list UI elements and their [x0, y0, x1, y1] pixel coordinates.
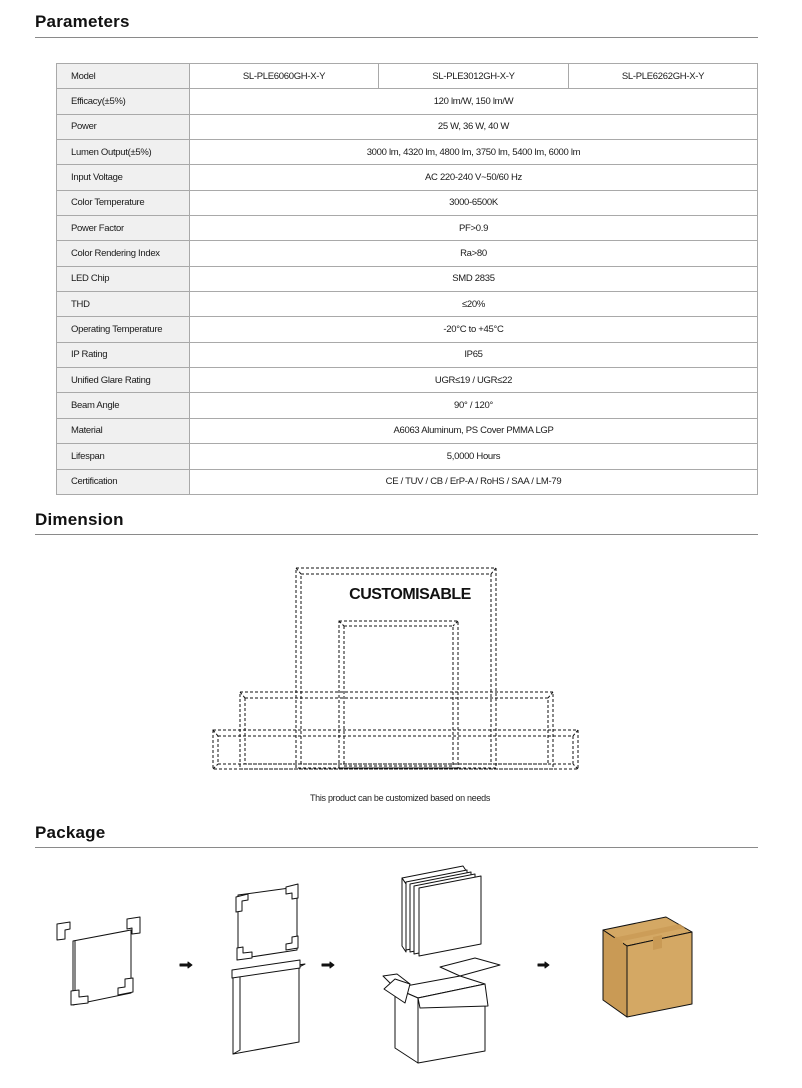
row-value: 90° / 120°	[190, 393, 758, 418]
section-title-dimension: Dimension	[35, 510, 124, 529]
row-value: 3000 lm, 4320 lm, 4800 lm, 3750 lm, 5400 lm, 6000 lm	[190, 140, 758, 165]
table-row	[57, 241, 758, 266]
package-step-sealed-carton	[603, 917, 692, 1017]
table-row	[57, 216, 758, 241]
row-value: Ra>80	[190, 241, 758, 266]
row-value: 25 W, 36 W, 40 W	[190, 114, 758, 139]
table-row	[57, 266, 758, 291]
panel-outline-medium	[339, 621, 458, 768]
table-row	[57, 469, 758, 494]
arrow-right-icon	[322, 962, 334, 968]
row-label: Lumen Output(±5%)	[57, 140, 190, 165]
row-label: Color Temperature	[57, 190, 190, 215]
table-row	[57, 292, 758, 317]
row-value: PF>0.9	[190, 216, 758, 241]
row-value: ≤20%	[190, 292, 758, 317]
model-cell: SL-PLE6060GH-X-Y	[190, 64, 379, 89]
row-value: IP65	[190, 342, 758, 367]
row-value: CE / TUV / CB / ErP-A / RoHS / SAA / LM-79	[190, 469, 758, 494]
row-label: Material	[57, 418, 190, 443]
row-label: Power Factor	[57, 216, 190, 241]
model-cell: SL-PLE3012GH-X-Y	[379, 64, 569, 89]
panel-outline-strip	[213, 730, 578, 769]
section-title-parameters: Parameters	[35, 12, 130, 31]
row-value: -20°C to +45°C	[190, 317, 758, 342]
arrow-right-icon	[180, 962, 192, 968]
table-row	[57, 444, 758, 469]
row-label: Certification	[57, 469, 190, 494]
panel-outline-wide	[240, 692, 553, 769]
package-step-panel-with-corners	[57, 917, 140, 1005]
model-cell: SL-PLE6262GH-X-Y	[569, 64, 758, 89]
package-step-panel-into-sleeve	[232, 884, 305, 1054]
table-row-model	[57, 64, 758, 89]
table-row	[57, 418, 758, 443]
section-divider	[35, 37, 758, 38]
table-row	[57, 89, 758, 114]
table-row	[57, 114, 758, 139]
dimension-caption: This product can be customized based on needs	[309, 793, 491, 803]
row-value: AC 220-240 V~50/60 Hz	[190, 165, 758, 190]
row-label: Unified Glare Rating	[57, 368, 190, 393]
package-step-panels-into-carton	[383, 866, 500, 1063]
row-value: A6063 Aluminum, PS Cover PMMA LGP	[190, 418, 758, 443]
row-value: 120 lm/W, 150 lm/W	[190, 89, 758, 114]
arrow-right-icon	[538, 962, 549, 968]
table-row	[57, 342, 758, 367]
packaging-steps-diagram	[0, 860, 802, 1088]
row-label: Lifespan	[57, 444, 190, 469]
row-value: SMD 2835	[190, 266, 758, 291]
row-label: Operating Temperature	[57, 317, 190, 342]
section-divider	[35, 534, 758, 535]
row-value: 5,0000 Hours	[190, 444, 758, 469]
table-row	[57, 190, 758, 215]
table-row	[57, 368, 758, 393]
row-label: Input Voltage	[57, 165, 190, 190]
customisable-label: CUSTOMISABLE	[349, 586, 471, 603]
row-label: THD	[57, 292, 190, 317]
row-label: Power	[57, 114, 190, 139]
table-row	[57, 140, 758, 165]
table-row	[57, 393, 758, 418]
row-label: Model	[57, 64, 190, 89]
section-title-package: Package	[35, 823, 106, 842]
row-label: IP Rating	[57, 342, 190, 367]
table-row	[57, 317, 758, 342]
row-label: Color Rendering Index	[57, 241, 190, 266]
row-label: Efficacy(±5%)	[57, 89, 190, 114]
table-row	[57, 165, 758, 190]
section-divider	[35, 847, 758, 848]
row-label: Beam Angle	[57, 393, 190, 418]
row-label: LED Chip	[57, 266, 190, 291]
row-value: 3000-6500K	[190, 190, 758, 215]
parameters-table	[56, 63, 758, 495]
row-value: UGR≤19 / UGR≤22	[190, 368, 758, 393]
